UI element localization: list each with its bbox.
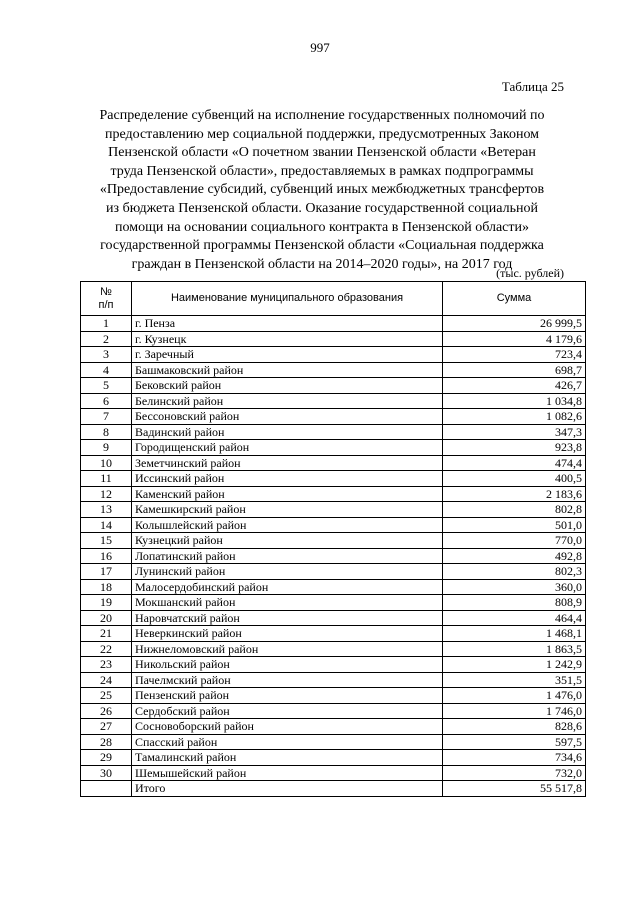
row-name: Лопатинский район [132,548,443,564]
row-number: 28 [81,734,132,750]
table-row [81,564,586,580]
table-row [81,610,586,626]
row-sum: 360,0 [443,579,586,595]
row-name: Белинский район [132,393,443,409]
row-name: Городищенский район [132,440,443,456]
row-name: Наровчатский район [132,610,443,626]
row-sum: 770,0 [443,533,586,549]
title-line: из бюджета Пензенской области. Оказание государственной социальной [106,200,538,216]
table-label: Таблица 25 [501,79,564,94]
row-name: Нижнеломовский район [132,641,443,657]
row-name: Лунинский район [132,564,443,580]
row-number: 26 [81,703,132,719]
row-name: Иссинский район [132,471,443,487]
table-row [81,703,586,719]
table-row [81,362,586,378]
units-note: (тыс. рублей) [496,266,564,280]
row-number: 3 [81,347,132,363]
row-number: 17 [81,564,132,580]
table-row [81,393,586,409]
row-number: 14 [81,517,132,533]
row-sum: 1 242,9 [443,657,586,673]
page-number: 997 [310,40,330,55]
title-line: Распределение субвенций на исполнение государственных полномочий по [99,108,545,123]
row-number: 23 [81,657,132,673]
title-line: «Предоставление субсидий, субвенций иных межбюджетных трансфертов [99,182,545,198]
row-number: 2 [81,331,132,347]
row-sum: 4 179,6 [443,331,586,347]
row-name: Колышлейский район [132,517,443,533]
row-sum: 426,7 [443,378,586,394]
row-name: Каменский район [132,486,443,502]
table-row [81,502,586,518]
table-row [81,688,586,704]
row-number: 15 [81,533,132,549]
row-number: 20 [81,610,132,626]
total-label: Итого [132,781,443,797]
row-number: 24 [81,672,132,688]
document-title [72,107,572,274]
subvention-table [80,281,586,797]
row-name: Шемышейский район [132,765,443,781]
table-row [81,595,586,611]
row-number: 27 [81,719,132,735]
table-row [81,734,586,750]
row-sum: 1 863,5 [443,641,586,657]
header-name: Наименование муниципального образования [132,282,443,316]
row-number: 4 [81,362,132,378]
table-row [81,331,586,347]
row-name: Спасский район [132,734,443,750]
total-sum: 55 517,8 [443,781,586,797]
row-number: 10 [81,455,132,471]
row-name: Мокшанский район [132,595,443,611]
table-row [81,579,586,595]
table-total-row [81,781,586,797]
row-name: г. Пенза [132,316,443,332]
row-sum: 1 082,6 [443,409,586,425]
row-number: 8 [81,424,132,440]
row-sum: 1 746,0 [443,703,586,719]
row-sum: 923,8 [443,440,586,456]
row-number: 11 [81,471,132,487]
title-line: Пензенской области «О почетном звании Пензенской области «Ветеран [108,145,536,161]
row-sum: 26 999,5 [443,316,586,332]
row-name: Бессоновский район [132,409,443,425]
title-line: помощи на основании социального контракта в Пензенской области» [115,219,529,235]
table-header-row [81,282,586,316]
row-name: Башмаковский район [132,362,443,378]
table-row [81,471,586,487]
table-row [81,486,586,502]
row-sum: 734,6 [443,750,586,766]
row-number: 1 [81,316,132,332]
row-sum: 698,7 [443,362,586,378]
row-sum: 723,4 [443,347,586,363]
title-line: граждан в Пензенской области на 2014–2020 годы», на 2017 год [131,256,513,272]
row-number: 25 [81,688,132,704]
row-number: 29 [81,750,132,766]
row-sum: 1 476,0 [443,688,586,704]
row-sum: 347,3 [443,424,586,440]
row-name: Сердобский район [132,703,443,719]
row-number: 7 [81,409,132,425]
row-number: 19 [81,595,132,611]
row-sum: 828,6 [443,719,586,735]
total-number [81,781,132,797]
table-row [81,455,586,471]
row-sum: 1 468,1 [443,626,586,642]
row-number: 21 [81,626,132,642]
table-row [81,765,586,781]
table-row [81,424,586,440]
table-row [81,672,586,688]
row-name: Малосердобинский район [132,579,443,595]
header-number [81,282,132,316]
row-sum: 2 183,6 [443,486,586,502]
table-row [81,641,586,657]
table-row [81,409,586,425]
row-sum: 351,5 [443,672,586,688]
title-line: предоставлению мер социальной поддержки, предусмотренных Законом [104,126,540,142]
table-row [81,750,586,766]
row-sum: 464,4 [443,610,586,626]
row-number: 13 [81,502,132,518]
row-name: г. Кузнецк [132,331,443,347]
row-number: 12 [81,486,132,502]
table-row [81,316,586,332]
header-number-line2: п/п [98,298,114,311]
row-sum: 732,0 [443,765,586,781]
row-number: 9 [81,440,132,456]
row-number: 5 [81,378,132,394]
row-name: Неверкинский район [132,626,443,642]
row-number: 22 [81,641,132,657]
table-row [81,719,586,735]
table-row [81,347,586,363]
table-row [81,517,586,533]
row-name: Сосновоборский район [132,719,443,735]
row-name: Земетчинский район [132,455,443,471]
table-row [81,378,586,394]
table-row [81,657,586,673]
row-number: 18 [81,579,132,595]
table-row [81,440,586,456]
row-name: Никольский район [132,657,443,673]
row-name: Тамалинский район [132,750,443,766]
row-name: Пензенский район [132,688,443,704]
header-number-line1: № [100,285,112,298]
row-name: г. Заречный [132,347,443,363]
row-number: 16 [81,548,132,564]
row-sum: 492,8 [443,548,586,564]
table-row [81,533,586,549]
row-number: 6 [81,393,132,409]
table-row [81,548,586,564]
title-line: государственной программы Пензенской области «Социальная поддержка [100,238,544,254]
row-sum: 808,9 [443,595,586,611]
row-name: Вадинский район [132,424,443,440]
row-sum: 501,0 [443,517,586,533]
row-name: Кузнецкий район [132,533,443,549]
row-name: Камешкирский район [132,502,443,518]
row-sum: 597,5 [443,734,586,750]
title-line: труда Пензенской области», предоставляемых в рамках подпрограммы [110,163,534,179]
row-sum: 802,3 [443,564,586,580]
row-sum: 802,8 [443,502,586,518]
row-sum: 400,5 [443,471,586,487]
row-name: Бековский район [132,378,443,394]
header-sum: Сумма [443,282,586,316]
row-name: Пачелмский район [132,672,443,688]
table-row [81,626,586,642]
row-sum: 1 034,8 [443,393,586,409]
row-number: 30 [81,765,132,781]
row-sum: 474,4 [443,455,586,471]
